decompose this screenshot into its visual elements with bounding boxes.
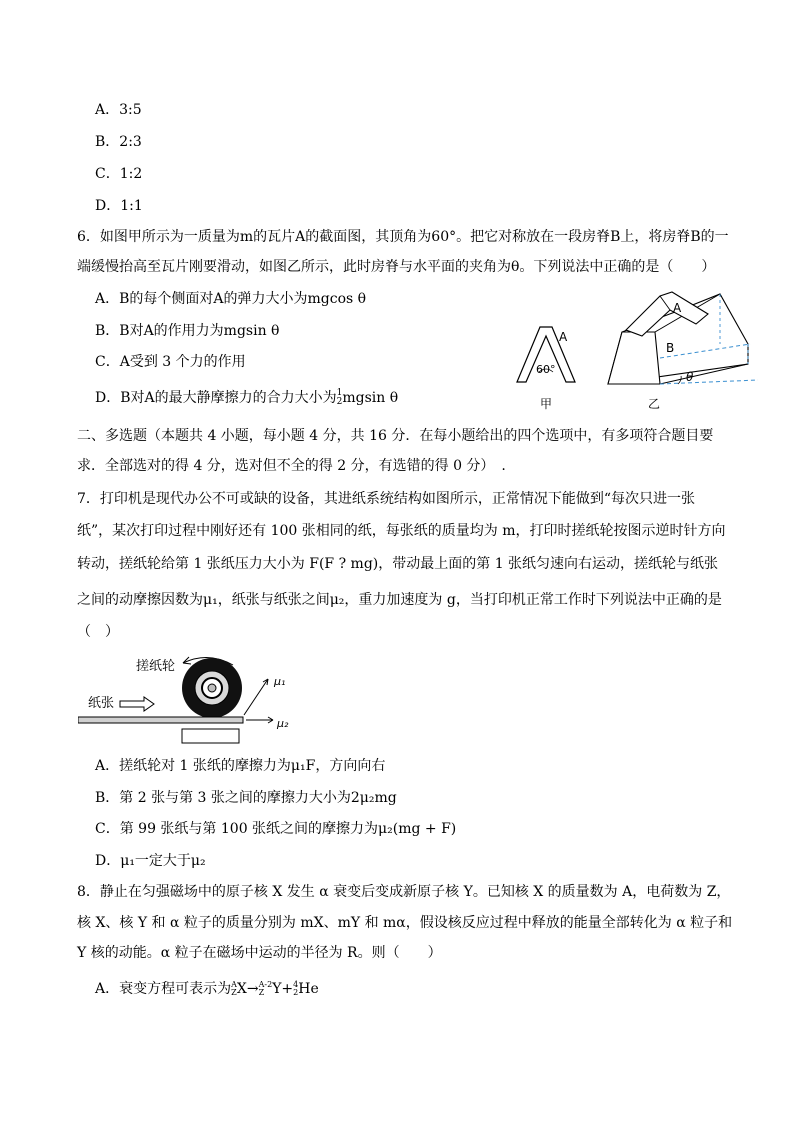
q6-stem-line2: 端缓慢抬高至瓦片刚要滑动，如图乙所示，此时房脊与水平面的夹角为θ。下列说法中正确的是（ ） [77,259,716,275]
q7-line4: 之间的动摩擦因数为μ₁，纸张与纸张之间μ₂，重力加速度为 g，当打印机正常工作时下列说法中正确的是 [77,592,722,608]
q8-option-a [95,980,319,998]
paper-sheet [78,717,243,723]
he-symbol: He [298,981,319,997]
q8-line2: 核 X、核 Y 和 α 粒子的质量分别为 mX、mY 和 mα，假设核反应过程中释放的能量全部转化为 α 粒子和 [77,915,733,931]
label-a: A [559,330,568,344]
q5-option-a: A．3:5 [95,102,142,118]
q6-option-a: A．B的每个侧面对A的弹力大小为mgcos θ [95,291,367,307]
mu2-label: μ₂ [277,717,289,730]
figure-yi [600,284,760,414]
figure-jia [505,322,595,417]
section2-line2: 求．全部选对的得 4 分，选对但不全的得 2 分，有选错的得 0 分） . [77,458,506,474]
caption-yi: 乙 [648,397,661,411]
y-symbol: Y+ [272,981,294,997]
fraction-denominator: 2 [336,397,343,407]
q6-option-b: B．B对A的作用力为mgsin θ [95,323,280,339]
roller-axle [208,684,216,692]
q6-option-d [95,389,398,407]
section2-line1: 二、多选题（本题共 4 小题，每小题 4 分，共 16 分．在每小题给出的四个选项中，有多项符合题目要 [77,428,714,444]
y-nuclide-indices: A-2 Z [258,980,273,997]
q7-option-b: B．第 2 张与第 3 张之间的摩擦力大小为2μ₂mg [95,790,397,806]
q7-line2: 纸”，某次打印过程中刚好还有 100 张相同的纸，每张纸的质量均为 m，打印时搓纸轮按图示逆时针方向 [77,523,726,539]
roller-label: 搓纸轮 [136,659,176,674]
q7-option-c: C．第 99 张纸与第 100 张纸之间的摩擦力为μ₂(mg + F) [95,821,457,837]
q5-option-d: D．1:1 [95,198,143,214]
label-b: B [666,341,675,355]
x-symbol: X [236,981,247,997]
q8-line1: 8．静止在匀强磁场中的原子核 X 发生 α 衰变后变成新原子核 Y。已知核 X 的质量数为 A，电荷数为 Z， [77,884,731,900]
q7-option-d: D．μ₁一定大于μ₂ [95,853,206,869]
q5-option-c: C．1:2 [95,166,143,182]
lower-block [182,729,239,743]
q6-option-d-suffix: mgsin θ [342,390,399,406]
mu1-arrow [244,679,268,715]
q8-line3: Y 核的动能。α 粒子在磁场中运动的半径为 R。则（ ） [77,945,442,961]
x-nuclide-indices: A Z [231,980,237,997]
figure-paper-feeder [78,645,308,750]
q6-stem-line1: 6．如图甲所示为一质量为m的瓦片A的截面图，其顶角为60°。把它对称放在一段房脊B上，将房脊B的一 [77,229,729,245]
he-nuclide-indices: 4 2 [293,980,299,997]
q7-line1: 7．打印机是现代办公不可或缺的设备，其进纸系统结构如图所示，正常情况下能做到“每次只进一张 [77,491,696,507]
q5-option-b: B．2:3 [95,134,142,150]
q8-option-a-prefix: A．衰变方程可表示为 [95,981,232,997]
q6-option-c: C．A受到 3 个力的作用 [95,354,246,370]
theta-label: θ [686,370,694,384]
fraction-numerator: 1 [336,388,343,398]
ridge-front-face [608,332,660,384]
label-a: A [673,301,682,315]
caption-jia: 甲 [540,397,553,411]
mu1-label: μ₁ [274,675,286,688]
arrow-symbol: → [246,981,259,997]
q7-option-a: A．搓纸轮对 1 张纸的摩擦力为μ₁F，方向向右 [95,758,386,774]
q7-line5: （ ） [77,624,119,640]
paper-label: 纸张 [88,696,115,711]
q6-option-d-prefix: D．B对A的最大静摩擦力的合力大小为 [95,390,337,406]
q7-line3: 转动，搓纸轮给第 1 张纸压力大小为 F(F ? mg)，带动最上面的第 1 张纸匀速向右运动，搓纸轮与纸张 [77,556,719,572]
paper-direction-arrow [120,697,154,711]
angle-label: 60° [536,363,556,376]
